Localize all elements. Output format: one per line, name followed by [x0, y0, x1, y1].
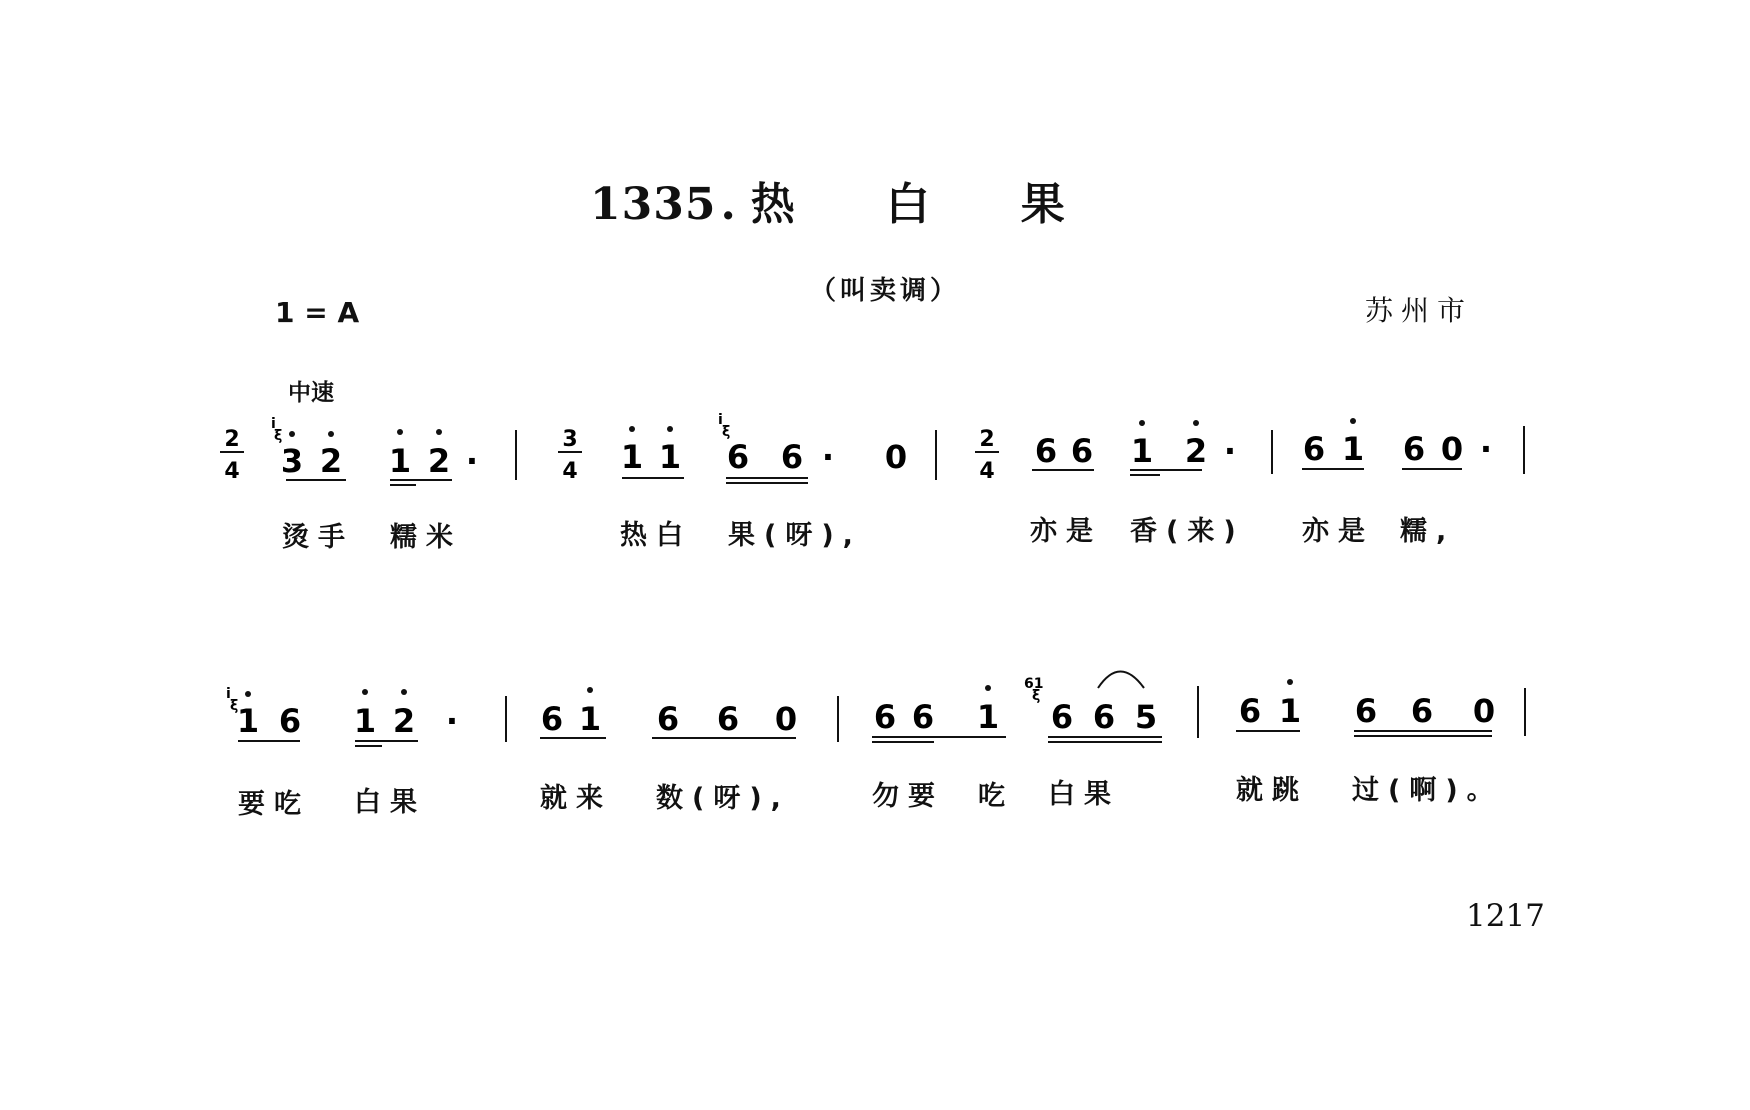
- note: 1: [658, 438, 682, 476]
- key-signature: 1 = A: [275, 296, 360, 329]
- lyric-syllable: 吃: [978, 781, 1014, 812]
- lyric-syllable: 就跳: [1236, 775, 1308, 806]
- note: 0: [774, 700, 798, 738]
- note: 5: [1134, 698, 1158, 736]
- lyric-syllable: 糯米: [390, 522, 462, 553]
- time-sig-bottom: 4: [224, 459, 240, 484]
- lyric-syllable: 白果: [354, 787, 426, 818]
- note: 2: [427, 442, 451, 480]
- note: 6: [1070, 432, 1094, 470]
- augmentation-dot: ·: [445, 702, 459, 740]
- lyric-syllable: 香(来): [1130, 516, 1245, 547]
- lyric-syllable: 就来: [540, 783, 612, 814]
- note: 6: [716, 700, 740, 738]
- lyric-syllable: 糯,: [1400, 516, 1456, 547]
- lyric-syllable: 数(呀),: [656, 783, 790, 814]
- note: 1: [236, 702, 260, 740]
- grace-mark: ξ: [1032, 688, 1041, 704]
- note: 1: [353, 702, 377, 740]
- title-char-1: 热: [750, 179, 796, 230]
- note: 6: [726, 438, 750, 476]
- augmentation-dot: ·: [465, 442, 479, 480]
- time-sig-bottom: 4: [562, 459, 578, 484]
- note: 6: [540, 700, 564, 738]
- tempo-marking: 中速: [288, 380, 334, 406]
- note: 6: [780, 438, 804, 476]
- note: 6: [1410, 692, 1434, 730]
- page-number: 1217: [1466, 898, 1545, 934]
- grace-note: i: [226, 686, 231, 702]
- note: 1: [1130, 432, 1154, 470]
- lyric-syllable: 热白: [620, 520, 692, 551]
- augmentation-dot: ·: [1223, 432, 1237, 470]
- title-dot: .: [720, 179, 737, 230]
- note: 1: [578, 700, 602, 738]
- note: 1: [1341, 430, 1365, 468]
- grace-mark: ξ: [722, 424, 731, 440]
- place-of-origin: 苏州市: [1365, 294, 1474, 327]
- augmentation-dot: ·: [1479, 430, 1493, 468]
- time-sig-bottom: 4: [979, 459, 995, 484]
- note: 1: [620, 438, 644, 476]
- note: 6: [278, 702, 302, 740]
- song-subtitle: （叫卖调）: [810, 276, 961, 306]
- note: 6: [1238, 692, 1262, 730]
- note: 6: [1354, 692, 1378, 730]
- lyric-syllable: 果(呀),: [728, 520, 862, 551]
- slur: [1098, 672, 1144, 689]
- note: 1: [1278, 692, 1302, 730]
- grace-note: 61: [1024, 676, 1044, 692]
- grace-mark: ξ: [230, 698, 239, 714]
- song-number: 1335: [590, 179, 717, 230]
- note: 6: [1050, 698, 1074, 736]
- lyric-syllable: 烫手: [282, 522, 354, 553]
- title-char-3: 果: [1020, 179, 1066, 230]
- title-char-2: 白: [885, 179, 931, 230]
- lyric-syllable: 过(啊)。: [1352, 775, 1503, 806]
- grace-note: i: [271, 416, 276, 432]
- note: 2: [1184, 432, 1208, 470]
- note: 1: [976, 698, 1000, 736]
- lyric-syllable: 勿要: [872, 781, 944, 812]
- note: 6: [1034, 432, 1058, 470]
- lyric-syllable: 亦是: [1030, 516, 1102, 547]
- note: 6: [656, 700, 680, 738]
- time-sig-top: 3: [562, 427, 578, 452]
- note: 3: [280, 442, 304, 480]
- time-sig-top: 2: [979, 427, 995, 452]
- note: 0: [1472, 692, 1496, 730]
- note: 6: [873, 698, 897, 736]
- note: 0: [1440, 430, 1464, 468]
- note: 6: [911, 698, 935, 736]
- time-sig-top: 2: [224, 427, 240, 452]
- note: 6: [1402, 430, 1426, 468]
- lyric-syllable: 要吃: [238, 789, 310, 820]
- note: 6: [1092, 698, 1116, 736]
- note: 2: [392, 702, 416, 740]
- note: 6: [1302, 430, 1326, 468]
- grace-mark: ξ: [274, 428, 283, 444]
- lyric-syllable: 亦是: [1302, 516, 1374, 547]
- lyric-syllable: 白果: [1048, 779, 1120, 810]
- augmentation-dot: ·: [821, 438, 835, 476]
- note: 2: [319, 442, 343, 480]
- note: 1: [388, 442, 412, 480]
- grace-note: i: [718, 412, 723, 428]
- note: 0: [884, 438, 908, 476]
